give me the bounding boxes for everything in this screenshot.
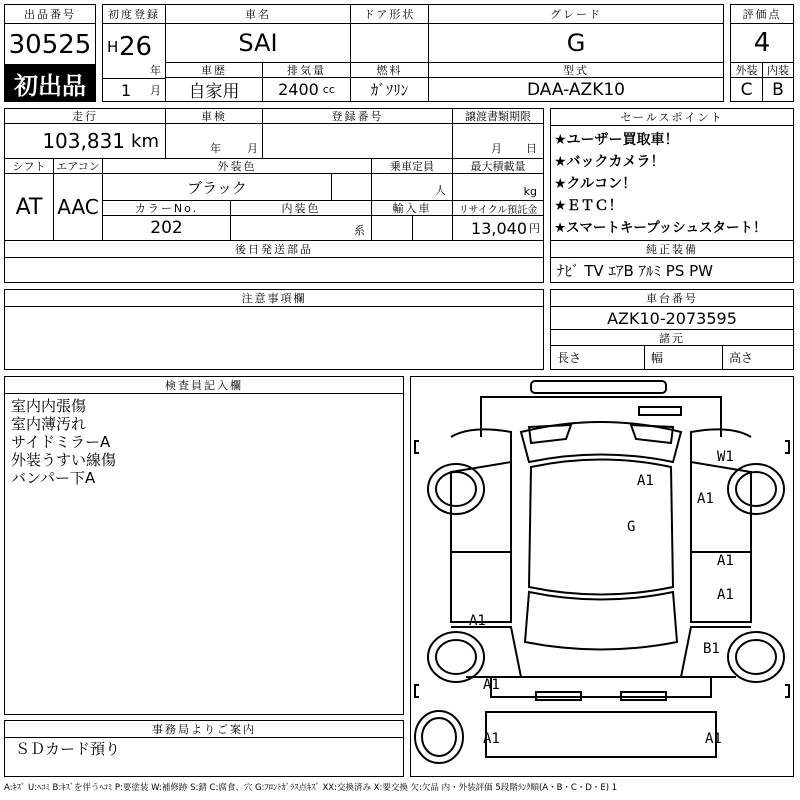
- transfer-month-unit: 月: [491, 142, 502, 155]
- import-label: 輸入車: [371, 200, 453, 216]
- damage-mark: W1: [717, 449, 734, 465]
- aircon: AAC: [53, 173, 103, 241]
- office-notice-text: ＳＤカード預り: [15, 740, 121, 758]
- import-cell-a: [371, 215, 413, 241]
- inspector-note: 外装うすい線傷: [11, 451, 117, 469]
- exterior-grade: C: [730, 77, 763, 102]
- damage-mark: G: [627, 519, 636, 535]
- mileage: 103,831: [42, 129, 126, 153]
- mileage-cell: [4, 123, 166, 159]
- door-type: [350, 23, 429, 63]
- color-number-label: カラーNo.: [102, 200, 231, 216]
- sales-point: ★クルコン！: [554, 176, 637, 192]
- damage-mark: B1: [703, 641, 720, 657]
- first-listing-badge: 初出品: [4, 64, 96, 102]
- inspector-notes-label: 検査員記入欄: [4, 376, 404, 394]
- history-label: 車歴: [165, 62, 263, 78]
- fuel-label: 燃料: [350, 62, 429, 78]
- car-name-label: 車名: [165, 4, 351, 24]
- model-label: 型式: [428, 62, 724, 78]
- inspection-cell: [165, 123, 263, 159]
- registration-number: [262, 123, 453, 159]
- mileage-label: 走行: [4, 108, 166, 124]
- chassis-number: AZK10-2073595: [550, 306, 794, 330]
- later-parts: [4, 257, 544, 283]
- seating-label: 乗車定員: [371, 158, 453, 174]
- width-label: 幅: [644, 345, 723, 370]
- recycle-unit: 円: [529, 222, 540, 235]
- inspector-note: サイドミラーA: [11, 433, 111, 451]
- registration-month: 1: [121, 80, 132, 100]
- damage-mark: A1: [637, 473, 654, 489]
- inspector-note: 室内内張傷: [11, 397, 87, 415]
- grade-label: グレード: [428, 4, 724, 24]
- first-registration-month: [102, 78, 166, 102]
- sales-point: ★バックカメラ！: [554, 154, 665, 170]
- chassis-number-label: 車台番号: [550, 289, 794, 307]
- transfer-deadline-cell: [452, 123, 544, 159]
- damage-mark: A1: [705, 731, 722, 747]
- exterior-label: 外装: [730, 62, 763, 78]
- displacement-label: 排気量: [262, 62, 351, 78]
- inspector-notes-box: [4, 393, 404, 715]
- score: 4: [730, 23, 794, 63]
- damage-diagram: [410, 376, 794, 777]
- recycle-label: リサイクル預託金: [452, 200, 544, 216]
- office-notice-box: [4, 737, 404, 777]
- car-name: SAI: [165, 23, 351, 63]
- door-type-label: ドア形状: [350, 4, 429, 24]
- registration-number-label: 登録番号: [262, 108, 453, 124]
- displacement: 2400: [278, 80, 319, 99]
- damage-mark: A1: [483, 677, 500, 693]
- shift-label: シフト: [4, 158, 54, 174]
- displacement-cell: [262, 77, 351, 102]
- model: DAA-AZK10: [428, 77, 724, 102]
- first-registration-year: [102, 23, 166, 79]
- damage-mark: A1: [717, 587, 734, 603]
- seating-unit: 人: [371, 173, 453, 201]
- mileage-unit: km: [131, 130, 159, 152]
- office-notice-label: 事務局よりご案内: [4, 720, 404, 738]
- inspection-year-unit: 年: [210, 142, 221, 155]
- interior-grade: B: [762, 77, 794, 102]
- sales-points-box: [550, 125, 794, 241]
- length-label: 長さ: [550, 345, 645, 370]
- interior-label: 内装: [762, 62, 794, 78]
- recycle-cell: [452, 215, 544, 241]
- transfer-deadline-label: 譲渡書類期限: [452, 108, 544, 124]
- lot-number: 30525: [4, 23, 96, 65]
- exterior-color: ブラック: [102, 173, 332, 201]
- damage-mark: A1: [483, 731, 500, 747]
- damage-mark: A1: [469, 613, 486, 629]
- inspector-note: バンパー下A: [11, 469, 96, 487]
- exterior-color-label: 外装色: [102, 158, 372, 174]
- legend: A:ｷｽﾞ U:ﾍｺﾐ B:ｷｽﾞを伴うﾍｺﾐ P:要塗装 W:補修跡 S:錆 C:腐食、穴 G:ﾌﾛﾝﾄｶﾞﾗｽ点ｷｽﾞ XX:交換済み X:要交換 欠:欠品 内・外装評価 5段階ﾗﾝｸ順(A・B・C・D・E) 1: [4, 783, 618, 793]
- height-label: 高さ: [722, 345, 794, 370]
- score-label: 評価点: [730, 4, 794, 24]
- month-unit: 月: [150, 84, 161, 97]
- damage-mark: A1: [717, 553, 734, 569]
- grade: G: [428, 23, 724, 63]
- transfer-day-unit: 日: [526, 142, 537, 155]
- displacement-unit: cc: [322, 83, 335, 96]
- era: H: [107, 38, 119, 56]
- damage-mark: A1: [697, 491, 714, 507]
- history: 自家用: [165, 77, 263, 102]
- import-cell-b: [412, 215, 453, 241]
- sales-point: ★ＥＴＣ！: [554, 198, 623, 214]
- max-load-unit: kg: [452, 173, 544, 201]
- caution-label: 注意事項欄: [4, 289, 544, 307]
- car-outline: [411, 377, 793, 776]
- factory-equipment: ﾅﾋﾞ TV ｴｱB ｱﾙﾐ PS PW: [550, 257, 794, 283]
- later-parts-label: 後日発送部品: [4, 240, 544, 258]
- inspection-month-unit: 月: [247, 142, 258, 155]
- inspection-label: 車検: [165, 108, 263, 124]
- aircon-label: エアコン: [53, 158, 103, 174]
- sales-points-label: セールスポイント: [550, 108, 794, 126]
- first-registration-label: 初度登録: [102, 4, 166, 24]
- interior-color-label: 内装色: [230, 200, 372, 216]
- factory-equipment-label: 純正装備: [550, 240, 794, 258]
- fuel: ｶﾞｿﾘﾝ: [350, 77, 429, 102]
- registration-year: 26: [119, 32, 153, 62]
- recycle-amount: 13,040: [471, 218, 527, 238]
- caution-text: [4, 306, 544, 370]
- shift: AT: [4, 173, 54, 241]
- exterior-color-extra: [331, 173, 372, 201]
- sales-point: ★ユーザー買取車！: [554, 132, 679, 148]
- dimensions-label: 諸元: [550, 329, 794, 346]
- interior-color-unit: 系: [230, 215, 372, 241]
- year-unit: 年: [150, 64, 161, 77]
- color-number: 202: [102, 215, 231, 241]
- lot-number-label: 出品番号: [4, 4, 96, 24]
- max-load-label: 最大積載量: [452, 158, 544, 174]
- inspector-note: 室内薄汚れ: [11, 415, 87, 433]
- sales-point: ★スマートキープッシュスタート！: [554, 220, 767, 236]
